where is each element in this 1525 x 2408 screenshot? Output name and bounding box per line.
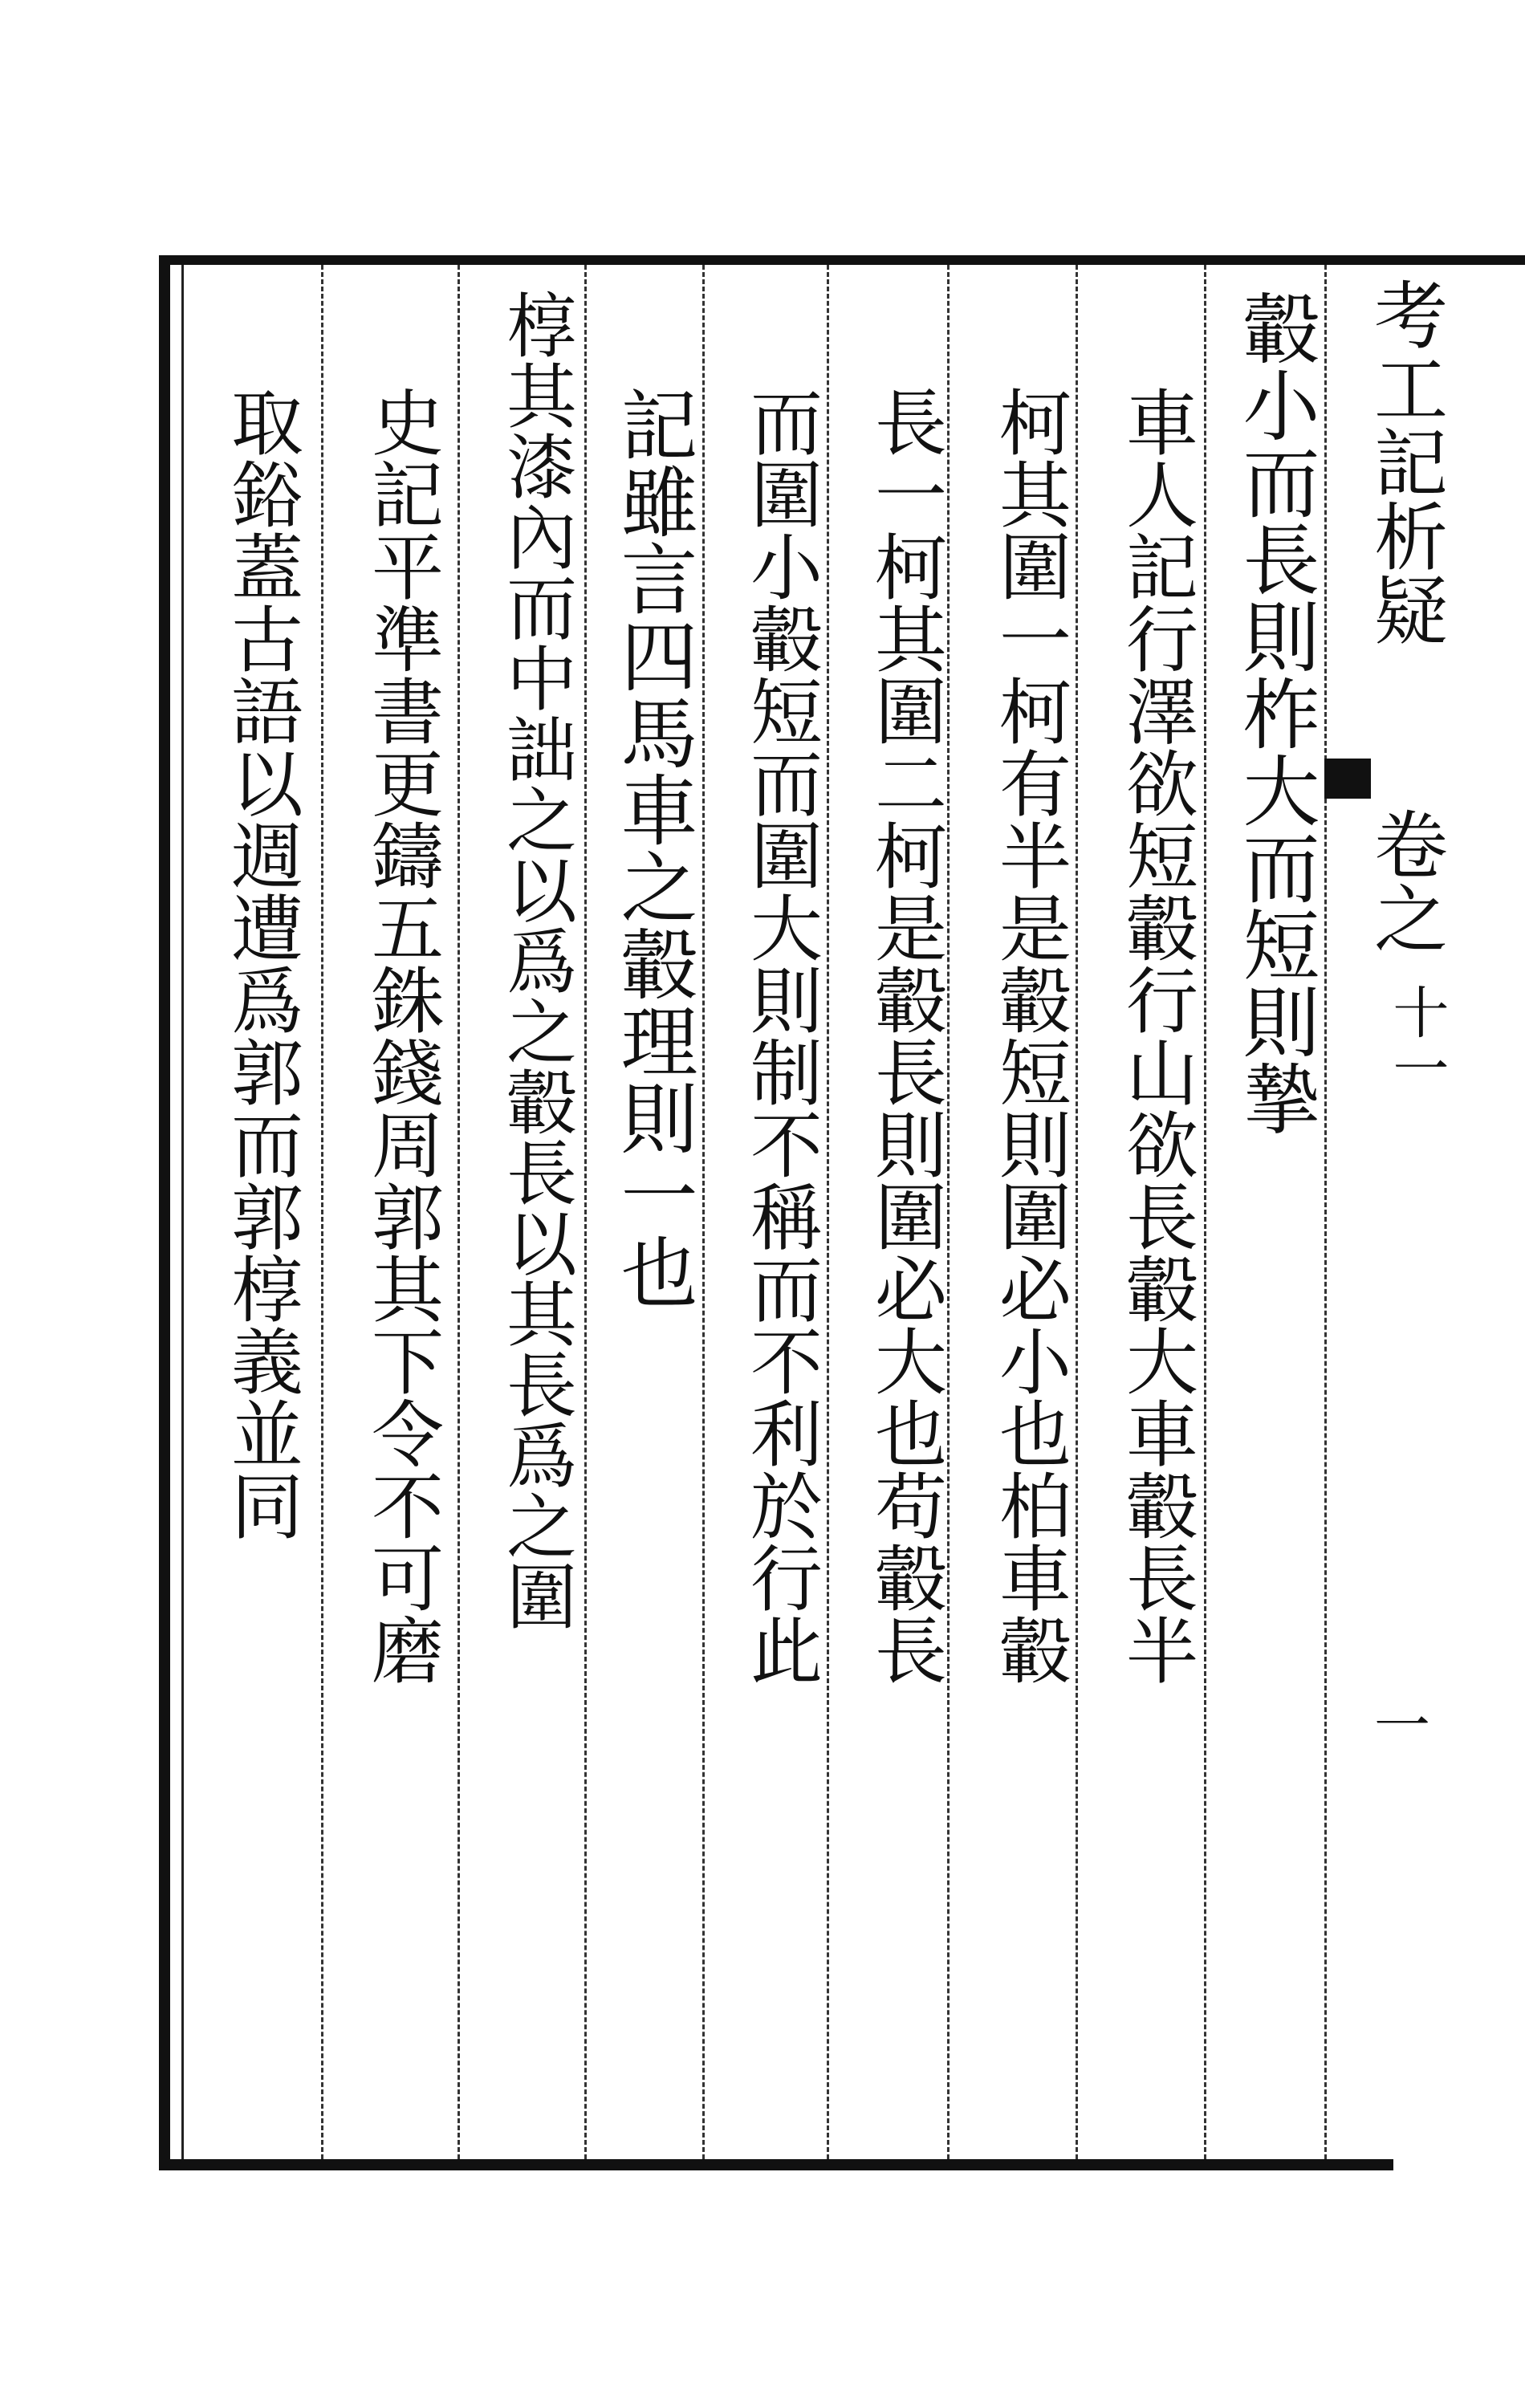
- text-column-1: 轂小而長則柞大而短則摯: [1230, 289, 1320, 1137]
- frame-bottom-border: [159, 2159, 1393, 2170]
- column-rule: [584, 265, 587, 2159]
- side-mark: 一: [1374, 1693, 1430, 1759]
- frame-left-border: [159, 255, 170, 2170]
- text-column-3: 柯其圍一柯有半是轂短則圍必小也柏車轂: [986, 385, 1071, 1686]
- book-title: 考工記析疑: [1362, 277, 1448, 646]
- column-rule: [458, 265, 460, 2159]
- header-black-block: [1324, 759, 1371, 799]
- text-column-7: 椁其漆內而中詘之以爲之轂長以其長爲之圍: [495, 289, 578, 1631]
- frame-top-border: [159, 255, 1525, 265]
- frame-inner-left-border: [181, 265, 184, 2159]
- column-rule: [1204, 265, 1206, 2159]
- text-column-8: 史記平準書更鑄五銖錢周郭其下令不可磨: [359, 385, 443, 1686]
- volume-label: 卷之: [1362, 807, 1448, 954]
- text-column-2: 車人記行澤欲短轂行山欲長轂大車轂長半: [1113, 385, 1198, 1686]
- text-column-4: 長一柯其圍二柯是轂長則圍必大也苟轂長: [862, 385, 946, 1686]
- text-column-9: 取鋊蓋古語以週遭爲郭而郭椁義並同: [218, 385, 303, 1541]
- page-number: 十一: [1384, 983, 1450, 1096]
- text-column-5: 而圍小轂短而圍大則制不稱而不利於行此: [738, 385, 822, 1686]
- text-column-6: 記雖言四馬車之轂理則一也: [608, 385, 698, 1310]
- column-rule: [321, 265, 323, 2159]
